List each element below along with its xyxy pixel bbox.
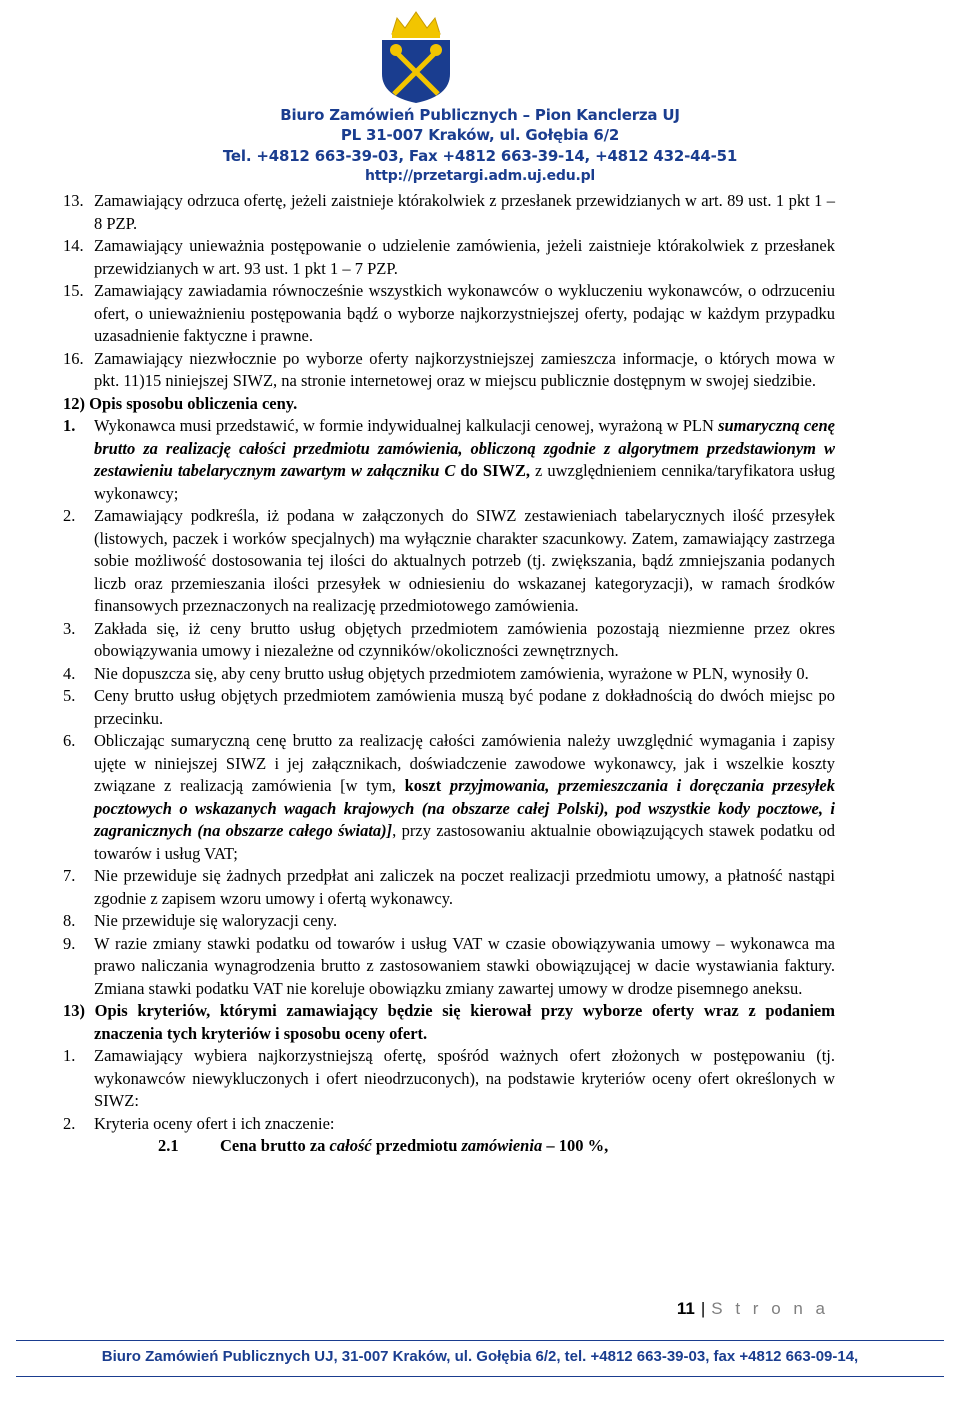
item-text: Nie przewiduje się żadnych przedpłat ani zaliczek na poczet realizacji przedmiotu umowy, a płatność nastąpi zgodnie z zapisem wzoru umowy i ofertą wykonawcy. — [94, 866, 835, 908]
letterhead-address: PL 31-007 Kraków, ul. Gołębia 6/2 — [340, 126, 620, 144]
item-number: 13. — [63, 191, 84, 210]
item-text: Nie przewiduje się waloryzacji ceny. — [94, 911, 338, 930]
item-text: Nie dopuszcza się, aby ceny brutto usług objętych przedmiotem zamówienia, wyrażone w PLN, wynosiły 0. — [94, 663, 809, 683]
list-item — [63, 505, 835, 618]
list-item — [63, 865, 835, 910]
item-number: 14. — [63, 236, 84, 255]
item-number: 3. — [63, 618, 76, 638]
item-text-emphasis: przyjmowania, przemieszczania i doręczania przesyłek pocztowych o wskazanych wagach krajowych (na obszarze całej Polski), pod wszystkie kody pocztowe, i zagranicznych (na obszarze całego świata)] — [94, 776, 835, 840]
letterhead-url[interactable]: http://przetargi.adm.uj.edu.pl — [364, 168, 596, 184]
criterion-text: Cena brutto za — [220, 1136, 330, 1155]
list-item — [63, 1045, 835, 1113]
criterion-text: – 100 %, — [542, 1136, 609, 1155]
criterion-text-italic: całość — [329, 1136, 372, 1155]
letterhead-phones: Tel. +4812 663-39-03, Fax +4812 663-39-14, +4812 432-44-51 — [222, 147, 738, 165]
section-heading-13: 13) Opis kryteriów, którymi zamawiający będzie się kierował przy wyborze oferty wraz z podaniem znaczenia tych kryteriów i sposobu oceny ofert. — [63, 1001, 835, 1043]
list-item — [63, 190, 835, 235]
item-text: z uwzględnieniem cennika/taryfikatora usług wykonawcy; — [94, 461, 835, 503]
item-text: Zamawiający zawiadamia równocześnie wszystkich wykonawców o wykluczeniu wykonawców, o odrzuceniu ofert, o unieważnieniu postępowania bądź o wyborze najkorzystniejszej oferty, podając w każdym przypadku uzasadnienie faktyczne i prawne. — [94, 281, 835, 345]
criterion-line — [63, 1135, 835, 1158]
list-item — [63, 415, 835, 505]
item-text: Zamawiający odrzuca ofertę, jeżeli zaistnieje którakolwiek z przesłanek przewidzianych w art. 89 ust. 1 pkt 1 – 8 PZP. — [94, 191, 835, 233]
item-text: Zamawiający wybiera najkorzystniejszą ofertę, spośród ważnych ofert złożonych w postępowaniu (tj. wykonawców niewykluczonych i ofert nieodrzuconych), na podstawie kryteriów oceny ofert określonych w SIWZ: — [94, 1046, 835, 1110]
list-item — [63, 910, 835, 933]
list-item — [63, 1113, 835, 1136]
list-item — [63, 663, 835, 686]
item-text: Wykonawca musi przedstawić, w formie indywidualnej kalkulacji cenowej, wyrażoną w PLN — [94, 416, 719, 435]
item-text: Zakłada się, iż ceny brutto usług objętych przedmiotem zamówienia pozostają niezmienne przez okres obowiązywania umowy i niezależne od czynników/okoliczności zewnętrznych. — [94, 618, 835, 660]
item-number: 2. — [63, 1113, 76, 1133]
list-item — [63, 933, 835, 1001]
footer-divider — [16, 1376, 944, 1377]
list-item — [63, 685, 835, 730]
university-crest-icon — [378, 4, 454, 104]
item-text: Ceny brutto usług objętych przedmiotem zamówienia muszą być podane z dokładnością do dwóch miejsc po przecinku. — [94, 686, 835, 728]
item-text-bold: koszt — [404, 776, 450, 795]
item-text-emphasis: sumaryczną cenę brutto za realizację całości przedmiotu zamówienia, obliczoną zgodnie z algorytmem przedstawionym w zestawieniu tabelarycznym zawartym w załączniku C — [94, 416, 835, 480]
item-number: 7. — [63, 866, 76, 885]
item-text: , przy zastosowaniu aktualnie obowiązujących stawek podatku od towarów i usług VAT; — [94, 821, 835, 863]
item-number: 1. — [63, 1046, 76, 1065]
footer-divider — [16, 1340, 944, 1341]
letterhead-org: Biuro Zamówień Publicznych – Pion Kanclerza UJ — [280, 106, 680, 124]
list-item — [63, 235, 835, 280]
document-body — [63, 190, 835, 1158]
page-number-value: 11 — [676, 1299, 695, 1318]
section-heading-12: 12) Opis sposobu obliczenia ceny. — [63, 393, 298, 413]
item-text: Zamawiający niezwłocznie po wyborze oferty najkorzystniejszej zamieszcza informacje, o których mowa w pkt. 11)15 niniejszej SIWZ, na stronie internetowej oraz w miejscu publicznie dostępnym w swojej siedzibie. — [94, 348, 835, 390]
list-item — [63, 348, 835, 393]
item-number: 16. — [63, 348, 84, 368]
criterion-number: 2.1 — [158, 1136, 179, 1155]
item-text: Zamawiający podkreśla, iż podana w załączonych do SIWZ zestawieniach tabelarycznych ilość przesyłek (listowych, paczek i worków specjalnych) ma wyłącznie charakter szacunkowy. Zatem, zamawiający zastrzega sobie możliwość dostosowania tej ilości do aktualnych potrzeb (tj. zwiększania, bądź zmniejszania podanych liczb oraz przemieszania ilości przesyłek w odniesieniu do wskazanej kategoryzacji), w ramach środków finansowych przeznaczonych na realizację przedmiotowego zamówienia. — [94, 506, 835, 615]
item-text: Zamawiający unieważnia postępowanie o udzielenie zamówienia, jeżeli zaistnieje którakolwiek z przesłanek przewidzianych w art. 93 ust. 1 pkt 1 – 7 PZP. — [94, 236, 835, 278]
list-item — [63, 730, 835, 865]
item-number: 6. — [63, 731, 76, 750]
item-number: 15. — [63, 281, 84, 300]
item-text-bold: do SIWZ, — [460, 461, 531, 480]
item-text: Kryteria oceny ofert i ich znaczenie: — [94, 1113, 335, 1133]
item-number: 9. — [63, 933, 76, 953]
item-text: Obliczając sumaryczną cenę brutto za realizację całości zamówienia należy uwzględnić wymagania i zapisy ujęte w niniejszej SIWZ i jej załącznikach, doświadczenie zawodowe wykonawcy, jak i wszelkie koszty związane z realizacją zamówienia [w tym, — [94, 731, 835, 795]
item-number: 2. — [63, 506, 76, 525]
item-number: 5. — [63, 686, 76, 705]
item-text: W razie zmiany stawki podatku od towarów i usług VAT w czasie obowiązywania umowy – wykonawca ma prawo naliczania wynagrodzenia brutto z zastosowaniem stawki obowiązującej w dacie wystawiania faktury. Zmiana stawki podatku VAT nie koreluje obowiązku zmiany zawartej umowy w drodze pisemnego aneksu. — [94, 933, 835, 998]
item-number: 8. — [63, 911, 76, 930]
item-number: 4. — [63, 663, 76, 683]
criterion-text-italic: zamówienia — [461, 1136, 543, 1155]
page-label: S t r o n a — [711, 1299, 829, 1318]
criterion-text: przedmiotu — [371, 1136, 462, 1155]
list-item — [63, 280, 835, 348]
page-number: 11 | S t r o n a — [676, 1299, 829, 1318]
item-number: 1. — [63, 416, 76, 435]
footer-text: Biuro Zamówień Publicznych UJ, 31-007 Kraków, ul. Gołębia 6/2, tel. +4812 663-39-03, fax +4812 663-09-14, — [101, 1348, 859, 1365]
letterhead — [0, 0, 960, 195]
list-item — [63, 618, 835, 663]
